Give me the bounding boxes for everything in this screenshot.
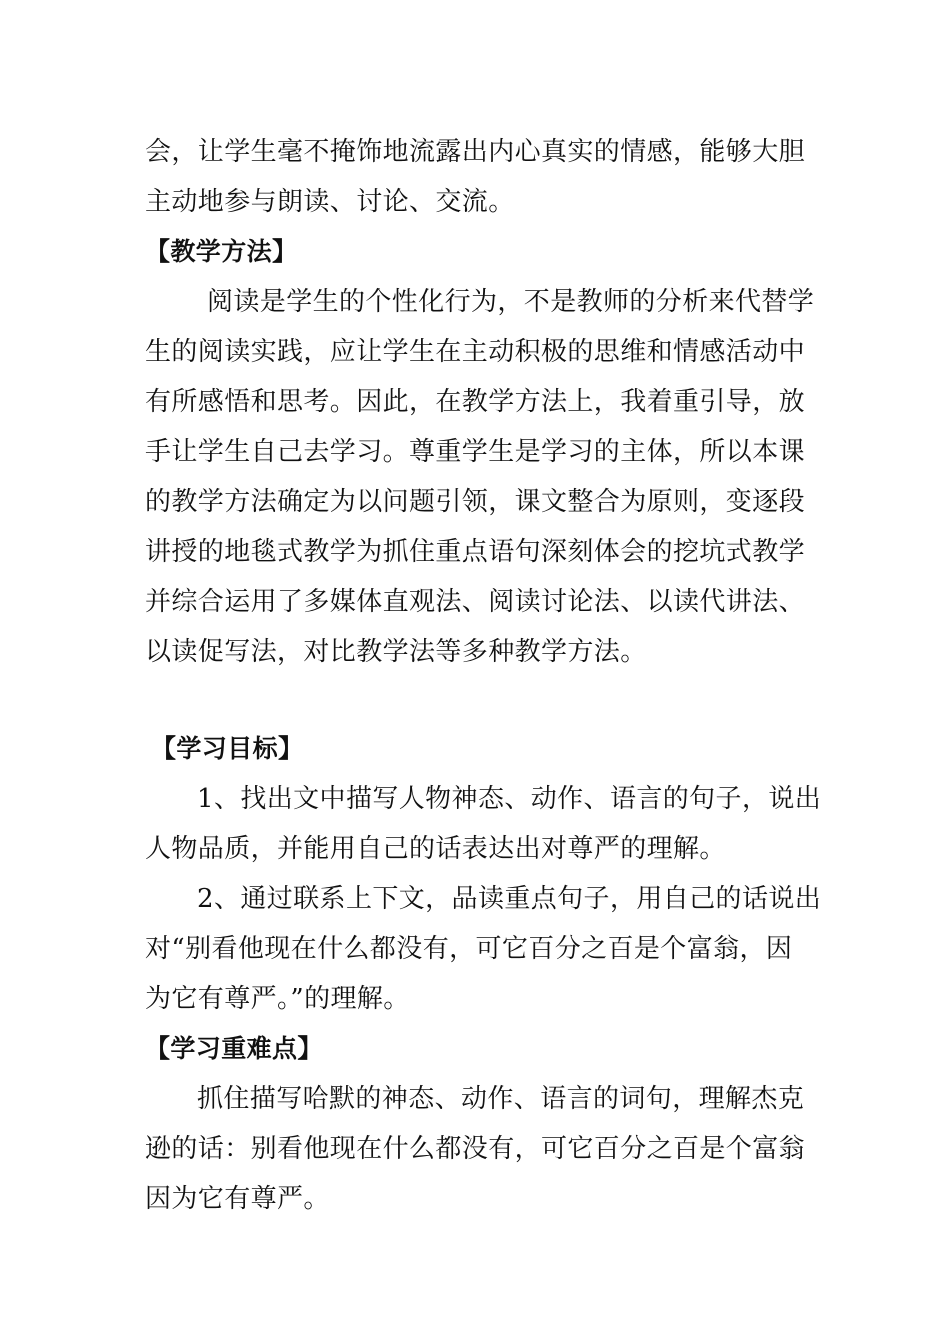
methods-paragraph bbox=[145, 277, 815, 677]
text-line: 有所感悟和思考。因此，在教学方法上，我着重引导，放 bbox=[145, 387, 806, 417]
objective-item-1 bbox=[145, 774, 822, 874]
blank-line bbox=[145, 677, 810, 724]
section-heading-objectives: 【学习目标】 bbox=[151, 734, 304, 763]
document-page bbox=[145, 127, 822, 1224]
text-line: 2、通过联系上下文，品读重点句子，用自己的话说出 bbox=[197, 884, 822, 914]
section-heading-key-points: 【学习重难点】 bbox=[145, 1034, 323, 1063]
text-line: 因为它有尊严。 bbox=[145, 1184, 330, 1214]
text-line: 逊的话：别看他现在什么都没有，可它百分之百是个富翁 bbox=[145, 1134, 806, 1164]
text-line: 为它有尊严。”的理解。 bbox=[145, 984, 410, 1014]
text-line: 抓住描写哈默的神态、动作、语言的词句，理解杰克 bbox=[197, 1084, 805, 1114]
text-line: 主动地参与朗读、讨论、交流。 bbox=[145, 187, 515, 217]
intro-paragraph bbox=[145, 127, 810, 227]
text-line: 人物品质，并能用自己的话表达出对尊严的理解。 bbox=[145, 834, 726, 864]
text-line: 会，让学生毫不掩饰地流露出内心真实的情感，能够大胆 bbox=[145, 137, 806, 167]
key-points-paragraph bbox=[145, 1074, 810, 1224]
text-line: 生的阅读实践，应让学生在主动积极的思维和情感活动中 bbox=[145, 337, 806, 367]
text-line: 以读促写法，对比教学法等多种教学方法。 bbox=[145, 637, 647, 667]
text-line: 手让学生自己去学习。尊重学生是学习的主体，所以本课 bbox=[145, 437, 806, 467]
text-line: 并综合运用了多媒体直观法、阅读讨论法、以读代讲法、 bbox=[145, 587, 806, 617]
text-line: 1、找出文中描写人物神态、动作、语言的句子，说出 bbox=[197, 784, 822, 814]
text-line: 阅读是学生的个性化行为，不是教师的分析来代替学 bbox=[207, 287, 815, 317]
text-line: 讲授的地毯式教学为抓住重点语句深刻体会的挖坑式教学 bbox=[145, 537, 806, 567]
text-line: 对“别看他现在什么都没有，可它百分之百是个富翁，因 bbox=[145, 934, 793, 964]
section-heading-methods: 【教学方法】 bbox=[145, 237, 298, 266]
text-line: 的教学方法确定为以问题引领，课文整合为原则，变逐段 bbox=[145, 487, 806, 517]
objective-item-2 bbox=[145, 874, 822, 1024]
